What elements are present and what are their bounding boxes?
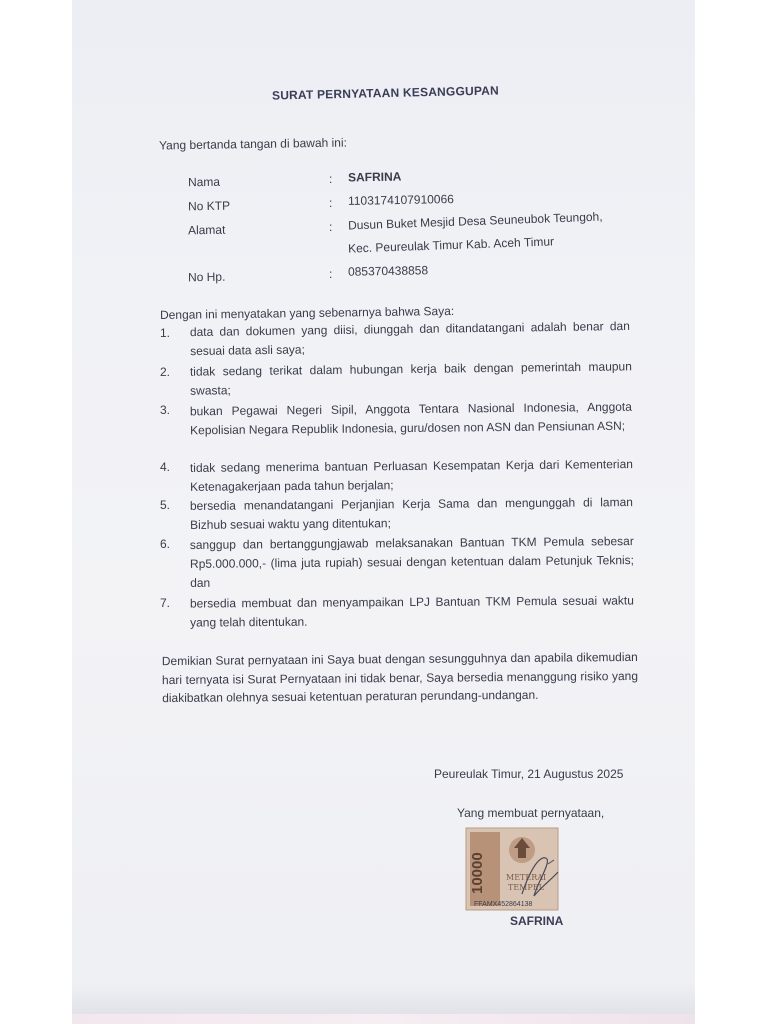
ktp-label: No KTP [187,198,231,214]
list-number: 3. [160,403,171,417]
name-value: SAFRINA [347,169,402,185]
list-number: 1. [160,326,171,340]
stamp-label-1: METERAI [506,873,547,882]
document-page [72,0,695,1024]
stamp-code: FFAMX452864138 [474,901,533,908]
phone-value: 085370438858 [347,263,429,279]
place-date: Peureulak Timur, 21 Augustus 2025 [434,767,624,781]
list-number: 4. [160,460,171,474]
name-label: Nama [187,174,221,190]
background-bottom-strip [72,1014,695,1024]
address-line2: Kec. Peureulak Timur Kab. Aceh Timur [347,234,555,256]
maker-label: Yang membuat pernyataan, [457,806,605,820]
list-item-2: tidak sedang terikat dalam hubungan kerja baik dengan pemerintah maupun swasta; [189,359,632,398]
signer-name: SAFRINA [510,914,564,928]
background-right [695,0,768,1024]
ktp-colon: : [329,196,333,210]
list-item-4: tidak sedang menerima bantuan Perluasan Kesempatan Kerja dari Kementerian Ketenagakerjaan pada tahun berjalan; [189,457,633,494]
intro-text: Yang bertanda tangan di bawah ini: [158,135,348,153]
meterai-stamp-graphic [462,824,562,914]
list-number: 5. [160,498,171,512]
list-item-1: data dan dokumen yang diisi, diunggah dan ditandatangani adalah benar dan sesuai data asli saya; [189,318,630,359]
closing-paragraph: Demikian Surat pernyataan ini Saya buat dengan sesungguhnya dan apabila dikemudian hari ternyata isi Surat Pernyataan ini tidak benar, Saya bersedia menanggung risiko yang diakibatkan olehnya sesuai ketentuan peraturan perundang-undangan. [161,649,639,706]
address-colon: : [329,220,333,234]
stamp-value: 10000 [469,852,486,894]
list-item-6: sanggup dan bertanggungjawab melaksanakan Bantuan TKM Pemula sebesar Rp5.000.000,- (lima juta rupiah) sesuai dengan ketentuan dalam Petunjuk Teknis; dan [189,534,635,590]
background-left [0,0,72,1024]
document-title: SURAT PERNYATAAN KESANGGUPAN [271,83,500,103]
list-number: 2. [160,365,171,379]
list-item-7: bersedia membuat dan menyampaikan LPJ Bantuan TKM Pemula sesuai waktu yang telah ditentukan. [189,593,634,630]
address-label: Alamat [187,222,226,238]
stamp-label-2: TEMPEL [508,883,544,892]
name-colon: : [329,172,333,186]
statement-intro: Dengan ini menyatakan yang sebenarnya bahwa Saya: [159,303,455,323]
list-number: 6. [160,537,171,551]
list-item-3: bukan Pegawai Negeri Sipil, Anggota Tentara Nasional Indonesia, Anggota Kepolisian Negara Republik Indonesia, guru/dosen non ASN dan Pensiunan ASN; [189,399,632,438]
phone-colon: : [329,267,333,281]
ktp-value: 1103174107910066 [347,192,455,208]
meterai-stamp [462,824,562,914]
list-item-5: bersedia menandatangani Perjanjian Kerja Sama dan mengunggah di laman Bizhub sesuai waktu yang ditentukan; [189,495,633,532]
phone-label: No Hp. [187,269,226,285]
list-number: 7. [160,596,171,610]
address-line1: Dusun Buket Mesjid Desa Seuneubok Teungoh, [347,209,603,233]
